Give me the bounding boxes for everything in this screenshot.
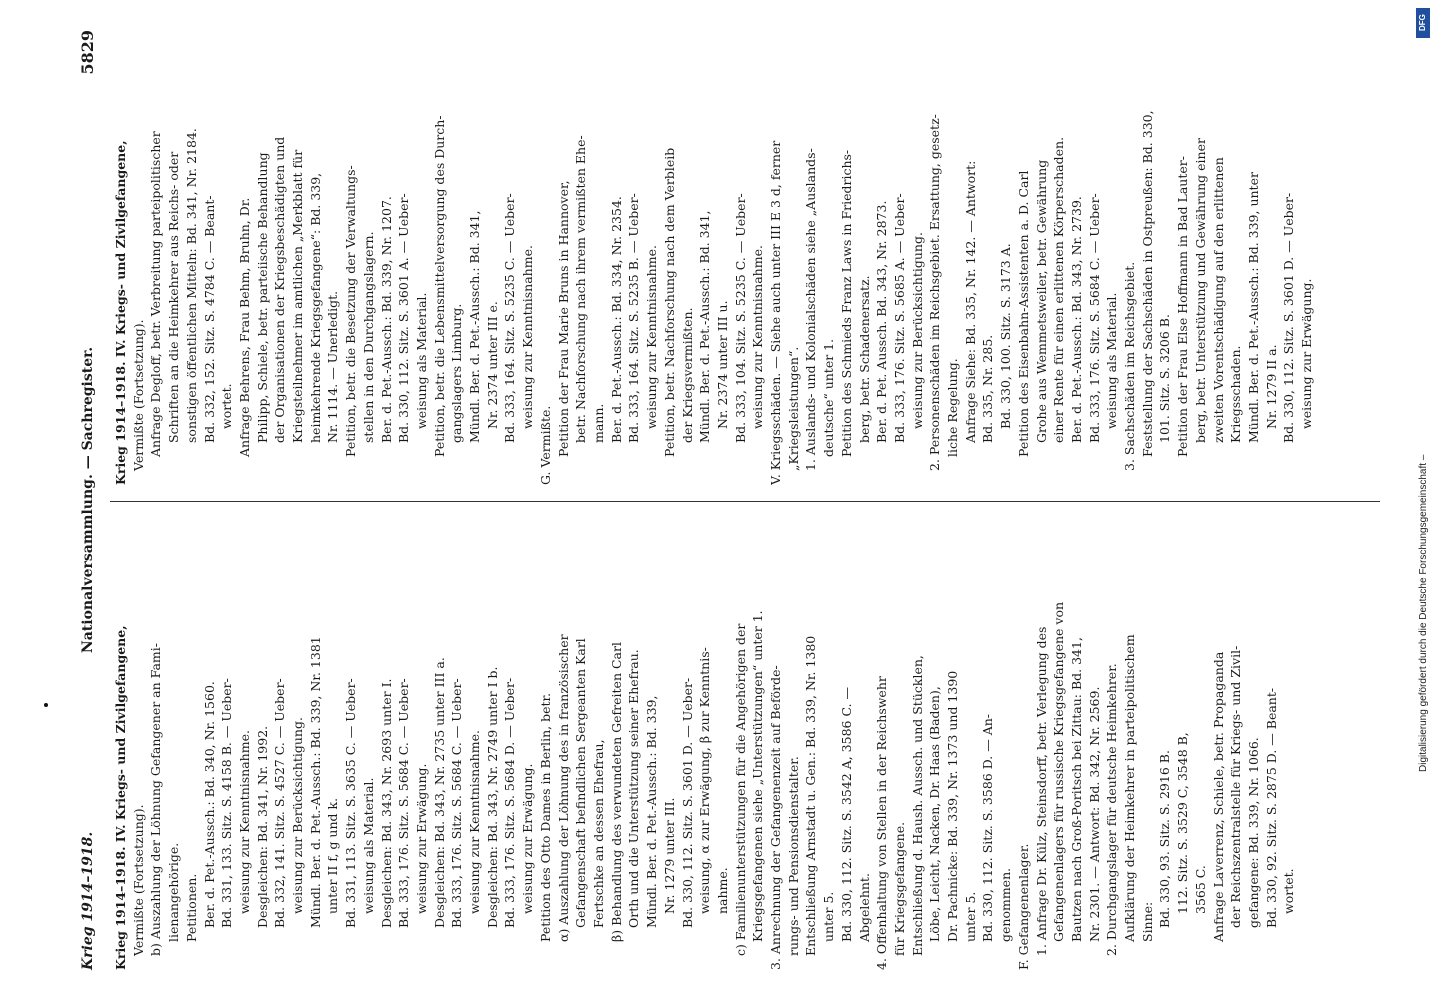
register-line: Mündl. Ber. d. Pet.-Aussch.: Bd. 339, Nr. 1381 [307,636,323,928]
page-header [70,30,106,970]
register-line: lienangehörige. [166,842,182,942]
register-line: der Organisationen der Kriegsbeschädigten und [272,136,288,443]
register-line: 101. Sitz. S. 3206 B. [1157,314,1173,443]
register-line: Kriegsteilnehmer im amtlichen „Merkblatt für [290,149,306,443]
register-line: wortet. [219,383,235,429]
register-line: Bd. 333, 164. Sitz. S. 5235 B. — Ueber- [626,193,642,443]
register-line: Krieg 1914–1918. IV. Kriegs- und Zivilgefangene, [113,625,128,970]
register-line: Petition, betr. die Lebensmittelversorgung des Durch- [431,115,447,457]
register-line: „Kriegsleistungen“. [785,346,801,471]
register-line: wortet. [1281,868,1297,914]
register-line: weisung zur Kenntnisnahme. [644,245,660,429]
register-line: Petition des Schmieds Franz Laws in Friedrichs- [838,149,854,457]
register-line: weisung zur Berücksichtigung. [909,232,925,429]
register-line: Ber. d. Pet.-Aussch.: Bd. 343, Nr. 2739. [1068,196,1084,443]
register-line: weisung zur Berücksichtigung. [290,717,306,914]
register-line: 4. Offenhaltung von Stellen in der Reichswehr [874,676,890,970]
register-line: 2. Personenschäden im Reichsgebiet. Ersattung, gesetz- [927,114,943,471]
register-line: gefangene: Bd. 339, Nr. 1066. [1246,737,1261,928]
register-line: Nr. 2301. — Antwort: Bd. 342, Nr. 2569. [1086,686,1102,942]
register-line: unter II f, g und k. [325,797,341,914]
page-number: 5829 [78,30,97,75]
register-line: Ber. d. Pet.-Aussch.: Bd. 334, Nr. 2354. [608,196,624,443]
register-line: Anfrage Degloff, betr. Verbreitung parteipolitischer [148,131,164,457]
register-line: Petition der Frau Marie Bruns in Hannover, [555,180,571,457]
register-line: Orth und die Unterstützung seiner Ehefrau. [626,649,642,928]
register-line: Petition, betr. Nachforschung nach dem Verbleib [661,147,677,457]
register-line: Abgelehnt. [856,873,872,942]
dfg-logo: DFG [1416,8,1430,38]
register-line: weisung zur Erwägung. [520,763,536,914]
register-line: β) Behandlung des verwundeten Gefreiten Carl [608,642,624,942]
register-line: Ber. d. Pet. Aussch. Bd. 343, Nr. 2873. [874,200,890,443]
register-line: Sinne: [1139,901,1155,942]
register-line: Grohe aus Wemmetsweiler, betr. Gewährung [1033,159,1049,443]
register-line: Bd. 333, 176. Sitz. S. 5684 C. — Ueber- [1086,193,1102,443]
register-line: Nr. 2374 unter III u. [714,300,730,429]
register-line: weisung zur Erwägung. [1299,278,1315,429]
register-line: Mündl. Ber. d. Pet.-Aussch.: Bd. 341, [467,210,483,443]
register-line: weisung als Material. [413,292,429,429]
register-line: Nr. 1279 unter III. [661,797,677,914]
register-line: Vermißte (Fortsetzung). [130,804,146,956]
register-line: deutsche“ unter 1. [821,338,837,457]
register-line: Petition des Otto Dames in Berlin, betr. [537,692,553,942]
register-line: α) Auszahlung der Löhnung des in französischer [555,634,571,942]
register-line: gangslagers Limburg. [449,303,465,443]
register-line: Anfrage Behrens, Frau Behm, Bruhn, Dr. [236,197,252,457]
register-line: Entschließung Arnstadt u. Gen.: Bd. 339, Nr. 1380 [803,635,819,956]
register-line: Petition der Frau Else Hoffmann in Bad Lauter- [1175,156,1191,457]
register-line: Bd. 333, 176. Sitz. S. 5684 D. — Ueber- [502,677,518,928]
register-line: Bd. 333, 164. Sitz. S. 5235 C. — Ueber- [502,193,518,443]
register-line: berg, betr. Schadenersatz. [856,275,872,443]
register-line: Desgleichen: Bd. 343, Nr. 2693 unter I. [378,678,394,928]
register-line: Bd. 332, 152. Sitz. S. 4784 C. — Beant- [201,195,217,443]
register-line: Bd. 332, 141. Sitz. S. 4527 C. — Ueber- [272,678,288,928]
register-line: Petition des Eisenbahn-Assistenten a. D. Carl [1015,170,1031,457]
register-line: betr. Nachforschung nach ihrem vermißten Ehe- [573,135,589,443]
register-line: Kriegsgefangenen siehe „Unterstützungen“ unter 1. [750,610,766,942]
register-line: weisung zur Kenntnisnahme. [467,730,483,914]
register-line: Dr. Pachnicke: Bd. 339, Nr. 1373 und 1390 [945,670,961,942]
column-divider [110,501,1380,502]
register-line: Bd. 330, 112. Sitz. S. 3601 A. — Ueber- [396,193,412,443]
register-line: rungs- und Pensionsdienstalter. [785,756,801,956]
register-line: Aufklärung der Heimkehrer in parteipolitischem [1122,634,1138,942]
register-line: Bd. 333, 176. Sitz. S. 5685 A. — Ueber- [891,193,907,443]
register-line: weisung, α zur Erwägung, β zur Kenntnis- [697,647,713,914]
register-line: Nr. 2374 unter III e. [484,301,500,429]
register-line: für Kriegsgefangene. [891,821,907,956]
register-line: Bd. 331, 113. Sitz. S. 3635 C. — Ueber- [343,678,359,928]
register-line: Desgleichen: Bd. 343, Nr. 2749 unter I b. [484,666,500,928]
register-line: Ber. d. Pet.-Aussch.: Bd. 340, Nr. 1560. [201,681,217,928]
register-line: Kriegsschaden. [1228,345,1244,443]
register-line: Bd. 333, 176. Sitz. S. 5684 C. — Ueber- [449,678,465,928]
left-column [112,515,1298,970]
register-line: Löbe, Leicht, Nacken, Dr. Haas (Baden), [927,686,943,942]
funding-note: Digitalisierung gefördert durch die Deutsche Forschungsgemeinschaft – [1418,454,1429,772]
register-line: Anfrage Siehe: Bd. 335, Nr. 142. — Antwort: [962,160,978,443]
register-line: Bd. 335, Nr. 285. [980,334,996,443]
register-line: V. Kriegsschäden. — Siehe auch unter III E 3 d, ferner [768,140,784,485]
register-line: Nr. 1279 II a. [1263,344,1279,429]
register-line: stellen in den Durchgangslagern. [360,231,376,443]
register-line: berg, betr. Unterstützung und Gewährung einer [1192,138,1208,443]
register-line: Bd. 333, 104. Sitz. S. 5235 C. — Ueber- [732,193,748,443]
register-line: Mündl. Ber. d. Pet.-Aussch.: Bd. 339, unter [1246,172,1261,443]
register-line: Mündl. Ber. d. Pet.-Aussch.: Bd. 341, [697,210,713,443]
register-line: Schriften an die Heimkehrer aus Reichs- oder [166,151,182,443]
register-line: Bd. 330, 100. Sitz. S. 3173 A. [998,243,1014,429]
register-line: Nr. 1114. — Unerledigt. [325,290,341,443]
register-line: mann. [590,403,606,443]
register-line: unter 5. [821,891,837,942]
register-line: Gefangenenlagers für russische Kriegsgefangene von [1051,601,1067,942]
register-line: liche Regelung. [945,358,961,457]
register-line: 1. Auslands- und Kolonialschäden siehe „Auslands- [803,148,819,471]
register-line: c) Familienunterstützungen für die Angehörigen der [732,623,748,956]
register-line: nahme. [714,867,730,914]
register-line: einer Rente für einen erlittenen Körperschaden. [1051,136,1067,443]
register-line: genommen. [998,867,1014,942]
right-column [112,30,1316,485]
register-line: Entschließung d. Haush. Aussch. und Stücklen, [909,655,925,956]
register-line: Mündl. Ber. d. Pet.-Aussch.: Bd. 339, [644,695,660,928]
rotated-register-page [70,30,1400,970]
register-line: Bd. 331, 133. Sitz. S. 4158 B. — Ueber- [219,678,235,928]
register-line: weisung zur Erwägung. [413,763,429,914]
register-line: Feststellung der Sachschäden in Ostpreußen: Bd. 330, [1139,110,1155,457]
register-line: 1. Anfrage Dr. Külz, Steinsdorff, betr. Verlegung des [1033,626,1049,956]
register-line: Bd. 330, 112. Sitz. S. 3542 A, 3586 C. — [838,686,854,942]
register-line: Vermißte (Fortsetzung). [130,319,146,471]
register-line: Bd. 330, 112. Sitz. S. 3601 D. — Ueber- [679,677,695,928]
register-line: 112. Sitz. S. 3529 C, 3548 B, [1175,732,1191,914]
register-line: Bd. 330, 93. Sitz. S. 2916 B. [1157,750,1173,928]
register-line: weisung als Material. [1104,292,1120,429]
running-title: Nationalversammlung. — Sachregister. [80,346,96,654]
register-line: Bautzen nach Groß-Poritsch bei Zittau: Bd. 341, [1068,637,1084,942]
register-line: weisung zur Kenntnisnahme. [750,245,766,429]
register-line: Fertschke an dessen Ehefrau, [590,739,606,928]
register-line: der Kriegsvermißten. [679,307,695,443]
register-line: Bd. 330, 112. Sitz. S. 3586 D. — An- [980,713,996,942]
register-line: der Reichszentralstelle für Kriegs- und Zivil- [1228,645,1244,928]
register-line: 3. Sachschäden im Reichsgebiet. [1122,261,1138,471]
register-line: unter 5. [962,891,978,942]
register-line: zweiten Vorentschädigung auf den erlittenen [1210,157,1226,443]
register-line: Petitionen. [183,873,199,942]
register-line: Desgleichen: Bd. 341, Nr. 1992. [254,725,270,928]
register-line: Petition, betr. die Besetzung der Verwaltungs- [343,165,359,457]
register-line: weisung als Material. [360,777,376,914]
register-line: Desgleichen: Bd. 343, Nr. 2735 unter III a. [431,657,447,928]
register-line: Ber. d. Pet.-Aussch.: Bd. 339, Nr. 1207. [378,196,394,443]
register-line: Krieg 1914–1918. IV. Kriegs- und Zivilgefangene, [113,140,128,485]
register-line: 2. Durchgangslager für deutsche Heimkehrer. [1104,663,1120,956]
register-line: Philipp, Schiele, betr. parteiische Behandlung [254,152,270,443]
register-line: F. Gefangenenlager. [1015,843,1031,970]
register-line: 3. Anrechnung der Gefangenenzeit auf Beförde- [768,665,784,970]
register-line: heimkehrende Kriegsgefangene“: Bd. 339, [307,172,323,443]
scan-speck [44,703,48,707]
register-line: sonstigen öffentlichen Mitteln: Bd. 341, Nr. 2184. [183,128,199,443]
register-line: Gefangenschaft befindlichen Sergeanten Karl [573,638,589,928]
register-line: weisung zur Kenntnisnahme. [236,730,252,914]
register-line: b) Auszahlung der Löhnung Gefangener an Fami- [148,643,164,956]
register-line: 3565 C. [1192,865,1208,914]
register-line: Anfrage Laverrenz, Schiele, betr. Propaganda [1210,651,1226,942]
register-line: Bd. 330, 92. Sitz. S. 2875 D. — Beant- [1263,687,1279,928]
running-head-left: Krieg 1914–1918. [80,831,96,970]
register-line: Bd. 330, 112. Sitz. S. 3601 D. — Ueber- [1281,192,1297,443]
register-line: Bd. 333, 176. Sitz. S. 5684 C. — Ueber- [396,678,412,928]
register-line: G. Vermißte. [537,405,553,485]
register-line: weisung zur Kenntnisnahme. [520,245,536,429]
